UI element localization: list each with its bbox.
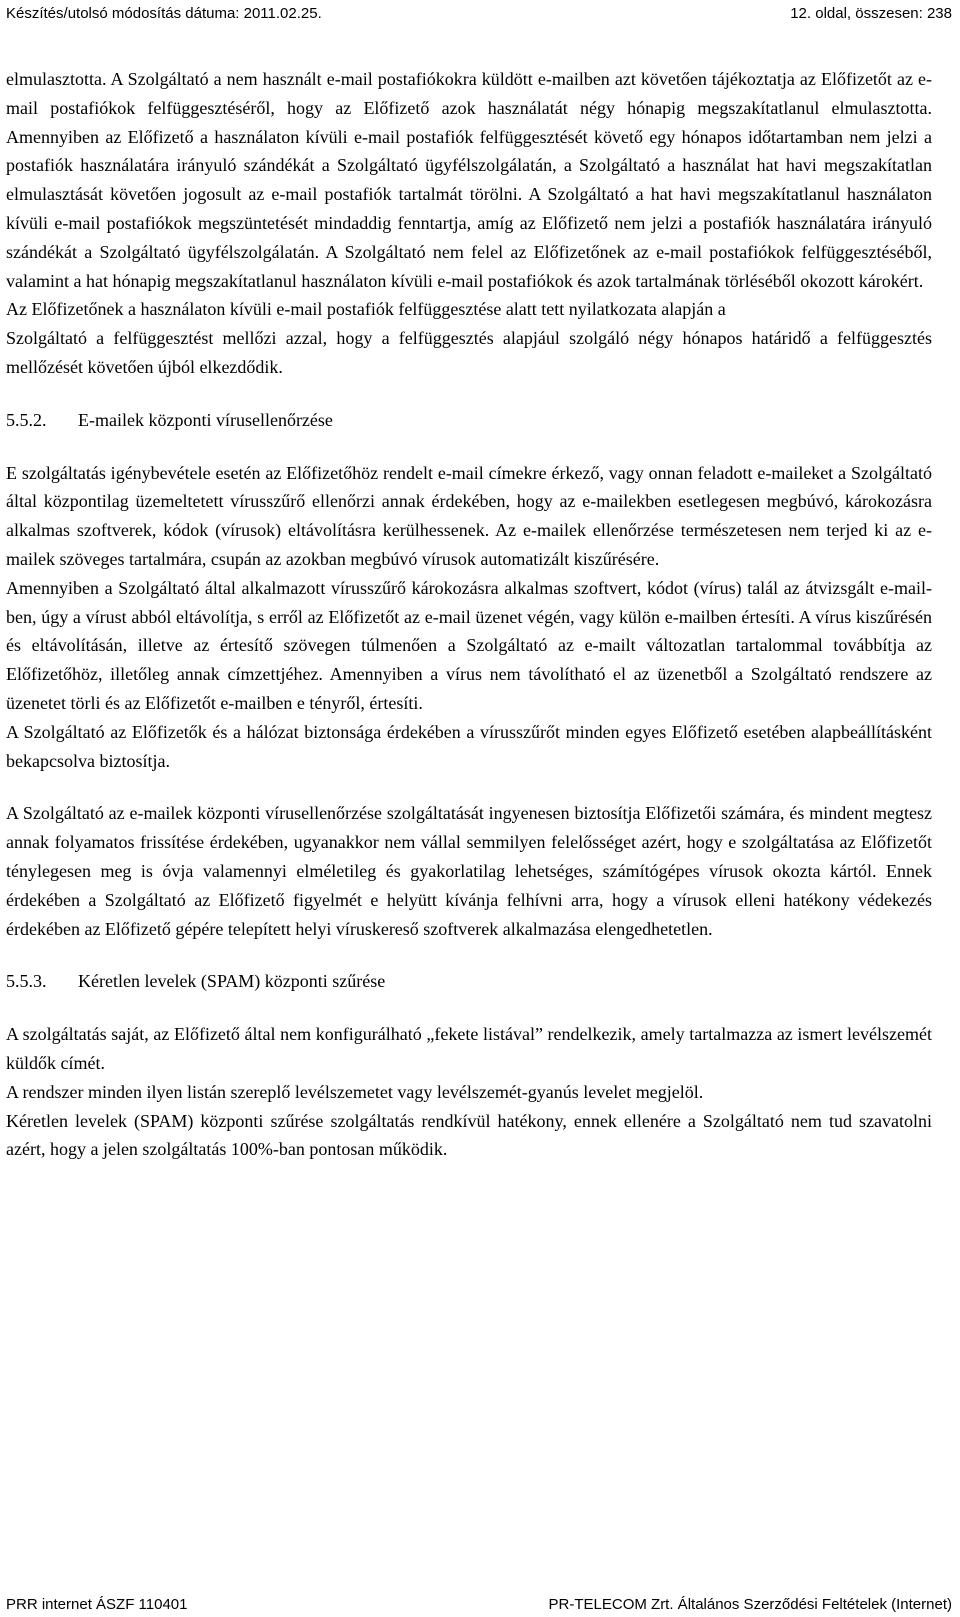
footer-document-id: PRR internet ÁSZF 110401: [6, 1596, 188, 1613]
paragraph: A Szolgáltató az e-mailek központi vírusellenőrzése szolgáltatását ingyenesen biztosítja Előfizetői számára, és mindent megtesz annak folyamatos frissítése érdekében, ugyanakkor nem vállal semmilyen felelősséget azért, hogy e szolgáltatása az Előfizetőt ténylegesen meg is óvja valamennyi elméletileg és gyakorlatilag lehetséges, számítógépes vírusok okozta kártól. Ennek érdekében a Szolgáltató az Előfizető figyelmét e helyütt kívánja felhívni arra, hogy a vírusok elleni hatékony védekezés érdekében az Előfizető gépére telepített helyi víruskereső szoftverek alkalmazása elengedhetetlen.: [6, 803, 932, 939]
page-footer: [6, 1589, 952, 1615]
page-header: [6, 4, 952, 26]
document-body: [6, 65, 932, 1164]
paragraph: Amennyiben a Szolgáltató által alkalmazott vírusszűrő károkozásra alkalmas szoftvert, kódot (vírus) talál az átvizsgált e-mail-ben, úgy a vírust abból eltávolítja, s erről az Előfizetőt az e-mail üzenet végén, vagy külön e-mailben értesíti. A vírus kiszűrésén és eltávolításán, illetve az értesítő szövegen túlmenően a Szolgáltató az e-mailt változatlan tartalommal továbbítja az Előfizetőhöz, illetőleg annak címzettjéhez. Amennyiben a vírus nem távolítható el az üzenetből a Szolgáltató rendszere az üzenetet törli és az Előfizetőt e-mailben e tényről, értesíti.: [6, 577, 932, 713]
section-number: 5.5.2.: [6, 409, 47, 430]
paragraph: E szolgáltatás igénybevétele esetén az Előfizetőhöz rendelt e-mail címekre érkező, vagy onnan feladott e-maileket a Szolgáltató által központilag üzemeltetett vírusszűrő ellenőrzi annak érdekében, hogy az e-mailekben esetlegesen megbúvó, károkozásra alkalmas szoftverek, kódok (vírusok) eltávolításra kerülhessenek. Az e-mailek ellenőrzése természetesen nem terjed ki az e-mailek szöveges tartalmára, csupán az azokban megbúvó vírusok automatizált kiszűrésére.: [6, 462, 932, 569]
section-title: Kéretlen levelek (SPAM) központi szűrése: [78, 971, 386, 992]
paragraph: Az Előfizetőnek a használaton kívüli e-mail postafiók felfüggesztése alatt tett nyilatkozata alapján a: [6, 299, 726, 320]
paragraph: elmulasztotta. A Szolgáltató a nem használt e-mail postafiókokra küldött e-mailben azt követően tájékoztatja az Előfizetőt az e-mail postafiókok felfüggesztéséről, hogy az Előfizető azok használatát négy hónapig megszakítatlanul elmulasztotta. Amennyiben az Előfizető a használaton kívüli e-mail postafiók felfüggesztését követő egy hónapos időtartamban nem jelzi a postafiók használatára irányuló szándékát a Szolgáltató ügyfélszolgálatán, a Szolgáltató a használat hat havi megszakítatlan elmulasztását követően jogosult az e-mail postafiók tartalmát törölni. A Szolgáltató a hat havi megszakítatlanul használaton kívüli e-mail postafiókok megszüntetését mindaddig fenntartja, amíg az Előfizető nem jelzi a postafiók használatára irányuló szándékát a Szolgáltató ügyfélszolgálatán. A Szolgáltató nem felel az Előfizetőnek az e-mail postafiókok felfüggesztéséből, valamint a hat hónapig megszakítatlanul használaton kívüli e-mail postafiókok és azok tartalmának törléséből okozott károkért.: [6, 69, 932, 291]
paragraph: Kéretlen levelek (SPAM) központi szűrése szolgáltatás rendkívül hatékony, ennek ellenére a Szolgáltató nem tud szavatolni azért, hogy a jelen szolgáltatás 100%-ban pontosan működik.: [6, 1110, 932, 1160]
section-heading-5-5-3: [6, 967, 932, 996]
footer-document-title: PR-TELECOM Zrt. Általános Szerződési Feltételek (Internet): [548, 1596, 952, 1613]
paragraph: Szolgáltató a felfüggesztést mellőzi azzal, hogy a felfüggesztés alapjául szolgáló négy hónapos határidő a felfüggesztés mellőzését követően újból elkezdődik.: [6, 328, 932, 377]
section-heading-5-5-2: [6, 406, 932, 435]
section-title: E-mailek központi vírusellenőrzése: [78, 409, 333, 430]
section-number: 5.5.3.: [6, 971, 47, 992]
header-date: Készítés/utolsó módosítás dátuma: 2011.02.25.: [6, 5, 322, 22]
paragraph: A rendszer minden ilyen listán szereplő levélszemetet vagy levélszemét-gyanús levelet megjelöl.: [6, 1081, 704, 1102]
paragraph: A Szolgáltató az Előfizetők és a hálózat biztonsága érdekében a vírusszűrőt minden egyes Előfizető esetében alapbeállításként bekapcsolva biztosítja.: [6, 721, 932, 771]
paragraph: A szolgáltatás saját, az Előfizető által nem konfigurálható „fekete listával” rendelkezik, amely tartalmazza az ismert levélszemét küldők címét.: [6, 1024, 932, 1073]
header-page-number: 12. oldal, összesen: 238: [790, 5, 952, 22]
